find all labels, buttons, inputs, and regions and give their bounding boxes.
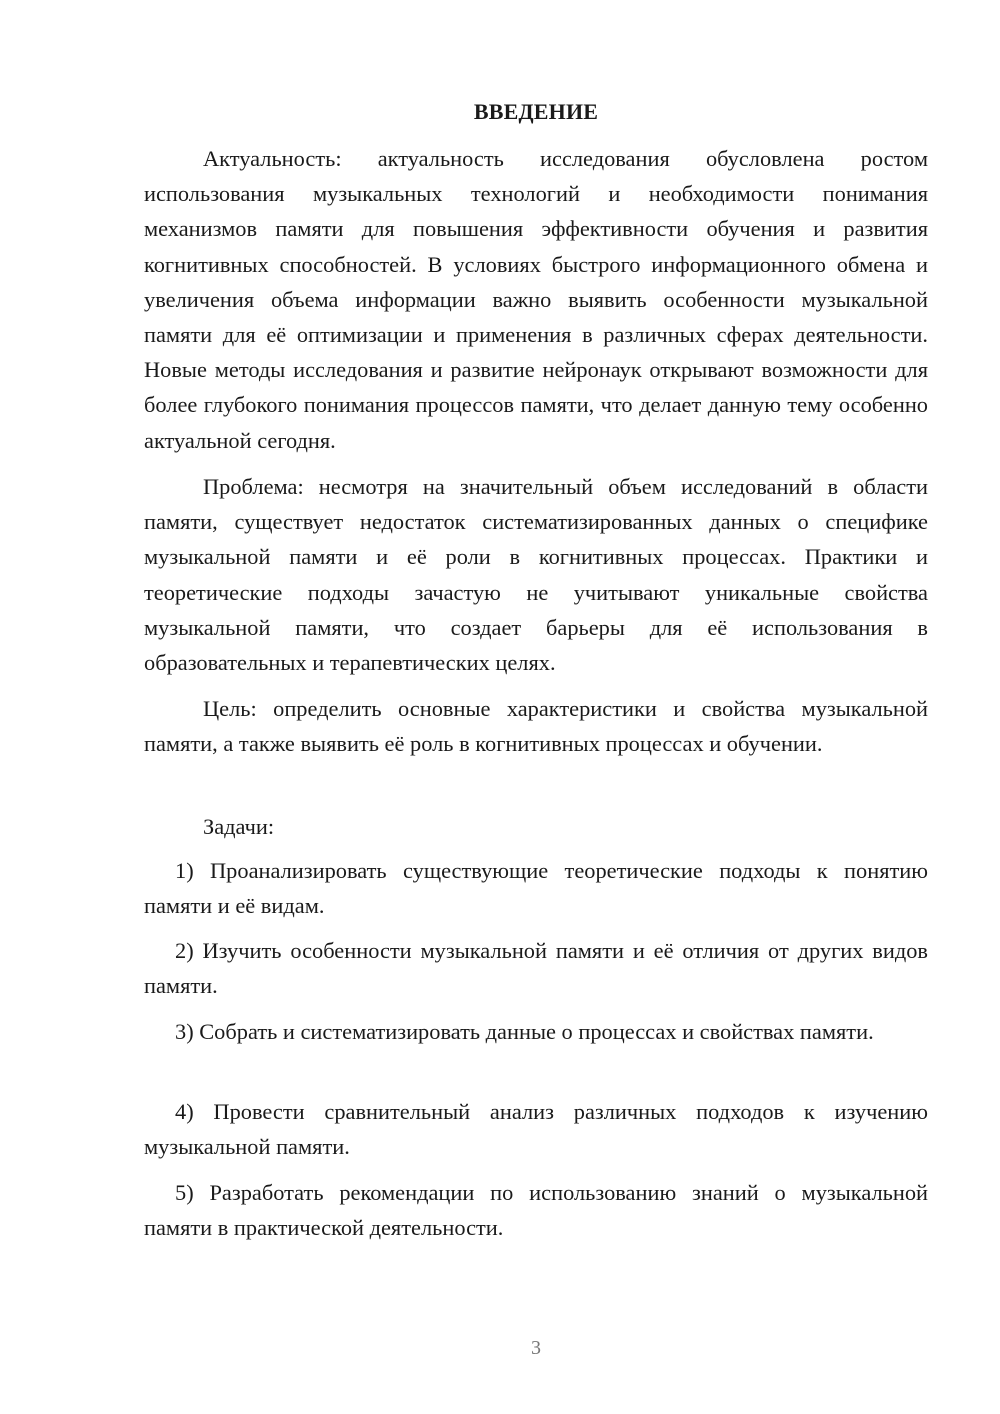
task-item-4: 4) Провести сравнительный анализ различных подходов к изучению музыкальной памяти.: [144, 1099, 928, 1160]
page-number: 3: [531, 1337, 541, 1359]
paragraph-relevance: Актуальность: актуальность исследования обусловлена ростом использования музыкальных технологий и необходимости понимания механизмов памяти для повышения эффективности обучения и развития когнитивных способностей. В условиях быстрого информационного обмена и увеличения объема информации важно выявить особенности музыкальной памяти для её оптимизации и применения в различных сферах деятельности. Новые методы исследования и развитие нейронаук открывают возможности для более глубокого понимания процессов памяти, что делает данную тему особенно актуальной сегодня.: [144, 146, 928, 453]
paragraph-goal: Цель: определить основные характеристики и свойства музыкальной памяти, а также выявить её роль в когнитивных процессах и обучении.: [144, 696, 928, 757]
task-item-1: 1) Проанализировать существующие теоретические подходы к понятию памяти и её видам.: [144, 858, 928, 919]
paragraph-problem: Проблема: несмотря на значительный объем исследований в области памяти, существует недостаток систематизированных данных о специфике музыкальной памяти и её роли в когнитивных процессах. Практики и теоретические подходы зачастую не учитывают уникальные свойства музыкальной памяти, что создает барьеры для её использования в образовательных и терапевтических целях.: [144, 474, 928, 676]
task-item-2: 2) Изучить особенности музыкальной памяти и её отличия от других видов памяти.: [144, 938, 928, 999]
task-item-5: 5) Разработать рекомендации по использованию знаний о музыкальной памяти в практической деятельности.: [144, 1180, 928, 1241]
paragraph-tasks-heading: Задачи:: [203, 814, 275, 839]
section-title: ВВЕДЕНИЕ: [473, 99, 599, 124]
task-item-3: 3) Собрать и систематизировать данные о процессах и свойствах памяти.: [175, 1019, 874, 1044]
document-page: [144, 0, 928, 1414]
